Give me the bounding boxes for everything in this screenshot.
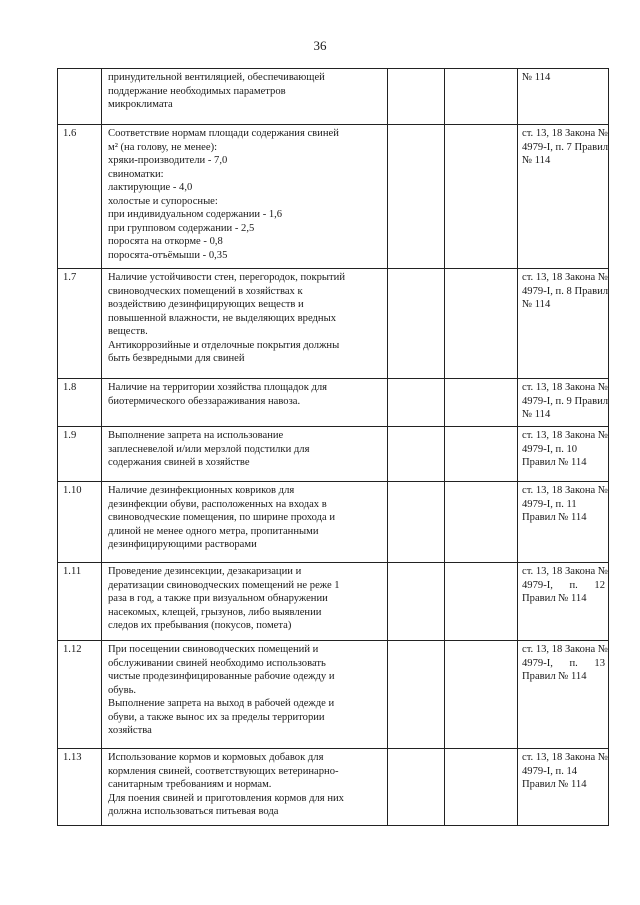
reference-line: ст. 13, 18 Закона № — [522, 382, 609, 393]
requirement-text — [102, 379, 388, 427]
requirement-line: веществ. — [108, 326, 148, 337]
answer-cell — [445, 749, 518, 826]
reference-line: 4979-I, п. 14 — [522, 765, 578, 777]
requirement-line: Выполнение запрета на выход в рабочей одежде и — [108, 698, 335, 709]
reference-line: ст. 13, 18 Закона № — [522, 272, 609, 283]
requirement-line: заплесневелой и/или мерзлой подстилки для — [108, 443, 310, 455]
table-row — [58, 482, 609, 563]
requirement-line: Для поения свиней и приготовления кормов для них — [108, 792, 344, 804]
requirement-line: обслуживании свиней необходимо использовать — [108, 657, 326, 669]
requirement-line: микроклимата — [108, 99, 173, 110]
reference-line: 4979-I, п. 9 Правил — [522, 395, 609, 407]
requirement-line: при индивидуальном содержании - 1,6 — [108, 209, 283, 220]
requirement-line: дезинфицирующими растворами — [108, 539, 257, 550]
item-number: 1.10 — [58, 482, 102, 563]
legal-reference — [518, 563, 609, 641]
reference-line: ст. 13, 18 Закона № — [522, 485, 609, 496]
requirement-line: хозяйства — [108, 725, 152, 736]
requirement-line: При посещении свиноводческих помещений и — [108, 644, 319, 655]
answer-cell — [445, 563, 518, 641]
requirement-line: должна использоваться питьевая вода — [108, 806, 279, 817]
reference-line: Правил № 114 — [522, 457, 587, 468]
answer-cell — [388, 69, 445, 125]
answer-cell — [445, 641, 518, 749]
requirement-line: лактирующие - 4,0 — [108, 182, 193, 193]
reference-line: № 114 — [522, 155, 551, 166]
requirement-text — [102, 749, 388, 826]
reference-line: ст. 13, 18 Закона № — [522, 128, 609, 139]
reference-line: 4979-I, п. 11 — [522, 498, 577, 510]
requirement-line: свиноматки: — [108, 168, 164, 180]
requirement-line: принудительной вентиляцией, обеспечивающей — [108, 72, 325, 83]
reference-line: 4979-I, п. 8 Правил — [522, 285, 609, 297]
requirement-text — [102, 269, 388, 379]
item-number: 1.11 — [58, 563, 102, 641]
table-row — [58, 427, 609, 482]
legal-reference — [518, 427, 609, 482]
requirement-line: обувь. — [108, 684, 137, 696]
requirement-text — [102, 427, 388, 482]
requirement-line: обуви, а также вынос их за пределы территории — [108, 711, 325, 723]
requirement-line: Использование кормов и кормовых добавок для — [108, 752, 324, 763]
requirement-line: м² (на голову, не менее): — [108, 141, 218, 153]
requirement-line: поросята на откорме - 0,8 — [108, 236, 223, 247]
requirement-line: длиной не менее одного метра, пропитанными — [108, 525, 319, 537]
table-row — [58, 125, 609, 269]
requirement-line: при групповом содержании - 2,5 — [108, 222, 255, 234]
reference-line: 4979-I, п. 10 — [522, 443, 578, 455]
reference-line: № 114 — [522, 409, 551, 420]
requirement-line: быть безвредными для свиней — [108, 353, 245, 364]
table-row — [58, 749, 609, 826]
reference-line: 4979-I, п. 13 — [522, 657, 605, 669]
requirement-line: чистые продезинфицированные рабочие одежду и — [108, 671, 335, 682]
requirement-line: Антикоррозийные и отделочные покрытия должны — [108, 339, 340, 351]
requirement-line: кормления свиней, соответствующих ветеринарно- — [108, 765, 339, 777]
reference-line: ст. 13, 18 Закона № — [522, 430, 609, 441]
answer-cell — [388, 379, 445, 427]
reference-line: ст. 13, 18 Закона № — [522, 566, 609, 577]
requirement-text — [102, 563, 388, 641]
answer-cell — [445, 125, 518, 269]
requirement-text — [102, 69, 388, 125]
requirement-line: Соответствие нормам площади содержания свиней — [108, 128, 339, 139]
table-row — [58, 563, 609, 641]
requirement-line: Наличие дезинфекционных ковриков для — [108, 485, 295, 496]
reference-line: ст. 13, 18 Закона № — [522, 644, 609, 655]
table-row — [58, 269, 609, 379]
requirement-line: содержания свиней в хозяйстве — [108, 457, 250, 468]
legal-reference — [518, 379, 609, 427]
requirement-line: раза в год, а также при визуальном обнаружении — [108, 593, 328, 604]
item-number — [58, 69, 102, 125]
requirement-line: Наличие устойчивости стен, перегородок, покрытий — [108, 272, 346, 283]
legal-reference — [518, 641, 609, 749]
requirement-line: дератизации свиноводческих помещений не реже 1 — [108, 579, 340, 591]
reference-line: 4979-I, п. 12 — [522, 579, 605, 591]
item-number: 1.8 — [58, 379, 102, 427]
answer-cell — [445, 269, 518, 379]
legal-reference — [518, 269, 609, 379]
answer-cell — [388, 125, 445, 269]
requirement-line: дезинфекции обуви, расположенных на входах в — [108, 498, 327, 510]
answer-cell — [388, 482, 445, 563]
item-number: 1.9 — [58, 427, 102, 482]
requirement-line: свиноводческие помещения, по ширине прохода и — [108, 512, 336, 523]
requirement-line: Проведение дезинсекции, дезакаризации и — [108, 566, 302, 577]
reference-line: Правил № 114 — [522, 779, 587, 790]
requirement-line: поросята-отъёмыши - 0,35 — [108, 249, 228, 261]
requirement-line: поддержание необходимых параметров — [108, 85, 286, 97]
requirement-text — [102, 125, 388, 269]
reference-line: Правил № 114 — [522, 671, 587, 682]
reference-line: ст. 13, 18 Закона № — [522, 752, 609, 763]
table-row — [58, 641, 609, 749]
item-number: 1.12 — [58, 641, 102, 749]
answer-cell — [445, 379, 518, 427]
requirement-line: холостые и супоросные: — [108, 195, 218, 207]
table-row — [58, 379, 609, 427]
requirement-line: воздействию дезинфицирующих веществ и — [108, 299, 304, 310]
legal-reference — [518, 69, 609, 125]
answer-cell — [445, 482, 518, 563]
reference-line: 4979-I, п. 7 Правил — [522, 141, 609, 153]
item-number: 1.13 — [58, 749, 102, 826]
answer-cell — [445, 427, 518, 482]
answer-cell — [388, 563, 445, 641]
requirement-line: свиноводческих помещений в хозяйствах к — [108, 285, 303, 297]
item-number: 1.7 — [58, 269, 102, 379]
reference-line: № 114 — [522, 299, 551, 310]
page-number: 36 — [313, 38, 327, 53]
answer-cell — [388, 269, 445, 379]
table-row — [58, 69, 609, 125]
reference-line: № 114 — [522, 72, 551, 83]
requirement-line: санитарным требованиям и нормам. — [108, 779, 272, 790]
legal-reference — [518, 125, 609, 269]
requirement-line: Наличие на территории хозяйства площадок для — [108, 382, 328, 393]
reference-line: Правил № 114 — [522, 593, 587, 604]
answer-cell — [388, 427, 445, 482]
requirement-text — [102, 641, 388, 749]
requirement-line: насекомых, клещей, грызунов, либо выявлении — [108, 606, 322, 618]
requirement-line: биотермического обеззараживания навоза. — [108, 395, 301, 407]
item-number: 1.6 — [58, 125, 102, 269]
answer-cell — [445, 69, 518, 125]
answer-cell — [388, 749, 445, 826]
requirement-line: Выполнение запрета на использование — [108, 430, 284, 441]
checklist-table — [57, 68, 609, 826]
requirement-text — [102, 482, 388, 563]
requirement-line: повышенной влажности, не выделяющих вредных — [108, 312, 337, 324]
reference-line: Правил № 114 — [522, 512, 587, 523]
requirement-line: хряки-производители - 7,0 — [108, 155, 228, 166]
legal-reference — [518, 482, 609, 563]
legal-reference — [518, 749, 609, 826]
requirement-line: следов их пребывания (покусов, помета) — [108, 620, 292, 631]
answer-cell — [388, 641, 445, 749]
